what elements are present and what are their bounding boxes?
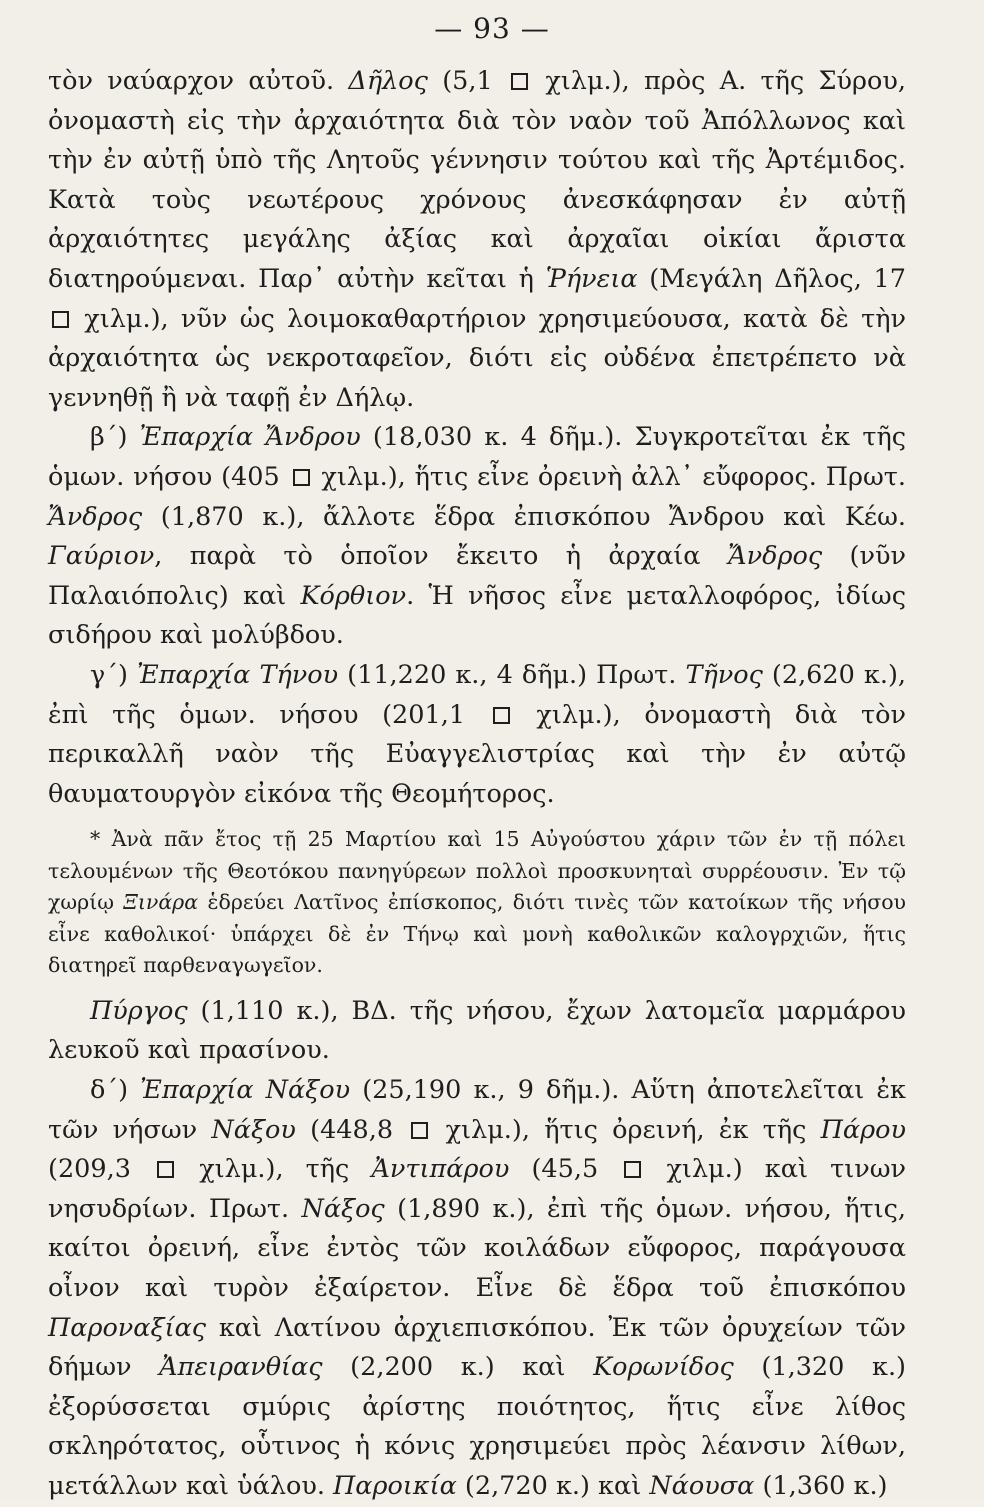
place-name: Παροικία xyxy=(333,1470,457,1501)
paragraph-tinos: γ΄) Ἐπαρχία Τήνου (11,220 κ., 4 δῆμ.) Πρωτ. Τῆνος (2,620 κ.), ἐπὶ τῆς ὁμων. νήσου (201,1 χιλμ.), ὀνομαστὴ διὰ τὸν περικαλλῆ ναὸν τῆς Εὐαγγελιστρίας καὶ τὴν ἐν αὐτῷ θαυματουργὸν εἰκόνα τῆς Θεομήτορος. xyxy=(48,659,907,809)
page-number: — 93 — xyxy=(434,12,550,45)
place-name: Πάρου xyxy=(820,1114,906,1145)
place-name: Δῆλος xyxy=(348,66,428,96)
square-symbol-icon xyxy=(157,1161,174,1178)
square-symbol-icon xyxy=(493,707,510,724)
square-symbol-icon xyxy=(52,311,69,328)
square-symbol-icon xyxy=(511,73,528,90)
place-name: Κορωνίδος xyxy=(593,1352,734,1383)
place-name: Νάουσα xyxy=(649,1470,755,1501)
section-title: Ἐπαρχία Τήνου xyxy=(137,659,339,690)
place-name: Ἀντιπάρου xyxy=(371,1154,510,1185)
section-title: Ἐπαρχία Νάξου xyxy=(140,1074,351,1105)
place-name: Παροναξίας xyxy=(48,1312,207,1343)
place-name: Ἀπειρανθίας xyxy=(159,1352,323,1383)
place-name: Πύργος xyxy=(90,995,188,1026)
place-name: Ἄνδρος xyxy=(727,541,823,572)
place-name: Γαύριον xyxy=(48,541,155,572)
paragraph-delos: τὸν ναύαρχον αὐτοῦ. Δῆλος (5,1 χιλμ.), πρὸς Α. τῆς Σύρου, ὀνομαστὴ εἰς τὴν ἀρχαιότητα διὰ τὸν ναὸν τοῦ Ἀπόλλωνος καὶ τὴν ἐν αὐτῇ ὑπὸ τῆς Λητοῦς γέννησιν τούτου καὶ τῆς Ἀρτέμιδος. Κατὰ τοὺς νεωτέρους χρόνους ἀνεσκάφησαν ἐν αὐτῇ ἀρχαιότητες μεγάλης ἀξίας καὶ ἀρχαῖαι οἰκίαι ἄριστα διατηρούμεναι. Παρ᾽ αὐτὴν κεῖται ἡ Ῥήνεια (Μεγάλη Δῆλος, 17 χιλμ.), νῦν ὡς λοιμοκαθαρτήριον χρησιμεύουσα, κατὰ δὲ τὴν ἀρχαιότητα ὡς νεκροταφεῖον, διότι εἰς οὐδένα ἐπετρέπετο νὰ γεννηθῇ ἢ νὰ ταφῇ ἐν Δήλῳ. xyxy=(48,66,907,413)
place-name: Τῆνος xyxy=(685,659,763,690)
place-name: Κόρθιον xyxy=(300,580,407,611)
place-name: Νάξος xyxy=(301,1193,385,1224)
footnote: * Ἀνὰ πᾶν ἔτος τῇ 25 Μαρτίου καὶ 15 Αὐγούστου χάριν τῶν ἐν τῇ πόλει τελουμένων τῆς Θεοτόκου πανηγύρεων πολλοὶ προσκυνηταὶ συρρέουσιν. Ἐν τῷ χωρίῳ Ξινάρα ἑδρεύει Λατῖνος ἐπίσκοπος, διότι τινὲς τῶν κατοίκων τῆς νήσου εἶνε καθολικοί· ὑπάρχει δὲ ἐν Τήνῳ καὶ μονὴ καθολικῶν καλογρχιῶν, ἥτις διατηρεῖ παρθεναγωγεῖον. xyxy=(48,827,906,978)
place-name: Νάξου xyxy=(211,1114,296,1145)
paragraph-andros: β΄) Ἐπαρχία Ἄνδρου (18,030 κ. 4 δῆμ.). Συγκροτεῖται ἐκ τῆς ὁμων. νήσου (405 χιλμ.), ἥτις εἶνε ὀρεινὴ ἀλλ᾽ εὔφορος. Πρωτ. Ἄνδρος (1,870 κ.), ἄλλοτε ἕδρα ἐπισκόπου Ἄνδρου καὶ Κέω. Γαύριον, παρὰ τὸ ὁποῖον ἔκειτο ἡ ἀρχαία Ἄνδρος (νῦν Παλαιόπολις) καὶ Κόρθιον. Ἡ νῆσος εἶνε μεταλλοφόρος, ἰδίως σιδήρου καὶ μολύβδου. xyxy=(48,422,907,651)
paragraph-naxos: δ΄) Ἐπαρχία Νάξου (25,190 κ., 9 δῆμ.). Αὕτη ἀποτελεῖται ἐκ τῶν νήσων Νάξου (448,8 χιλμ.), ἥτις ὀρεινή, ἐκ τῆς Πάρου (209,3 χιλμ.), τῆς Ἀντιπάρου (45,5 χιλμ.) καὶ τινων νησυδρίων. Πρωτ. Νάξος (1,890 κ.), ἐπὶ τῆς ὁμων. νήσου, ἥτις, καίτοι ὀρεινή, εἶνε ἐντὸς τῶν κοιλάδων εὔφορος, παράγουσα οἶνον καὶ τυρὸν ἐξαίρετον. Εἶνε δὲ ἕδρα τοῦ ἐπισκόπου Παροναξίας καὶ Λατίνου ἀρχιεπισκόπου. Ἐκ τῶν ὀρυχείων τῶν δήμων Ἀπειρανθίας (2,200 κ.) καὶ Κορωνίδος (1,320 κ.) ἐξορύσσεται σμύρις ἀρίστης ποιότητος, ἥτις εἶνε λίθος σκληρότατος, οὗτινος ἡ κόνις χρησιμεύει πρὸς λέανσιν λίθων, μετάλλων καὶ ὑάλου. Παροικία (2,720 κ.) καὶ Νάουσα (1,360 κ.) xyxy=(48,1074,906,1501)
place-name: Ξινάρα xyxy=(123,890,199,915)
square-symbol-icon xyxy=(293,469,310,486)
section-title: Ἐπαρχία Ἄνδρου xyxy=(139,422,361,453)
paragraph-pyrgos: Πύργος (1,110 κ.), ΒΔ. τῆς νήσου, ἔχων λατομεῖα μαρμάρου λευκοῦ καὶ πρασίνου. xyxy=(48,995,906,1066)
square-symbol-icon xyxy=(624,1161,641,1178)
place-name: Ἄνδρος xyxy=(48,501,143,532)
place-name: Ῥήνεια xyxy=(545,263,638,294)
page-body xyxy=(48,62,906,1507)
square-symbol-icon xyxy=(411,1122,428,1139)
